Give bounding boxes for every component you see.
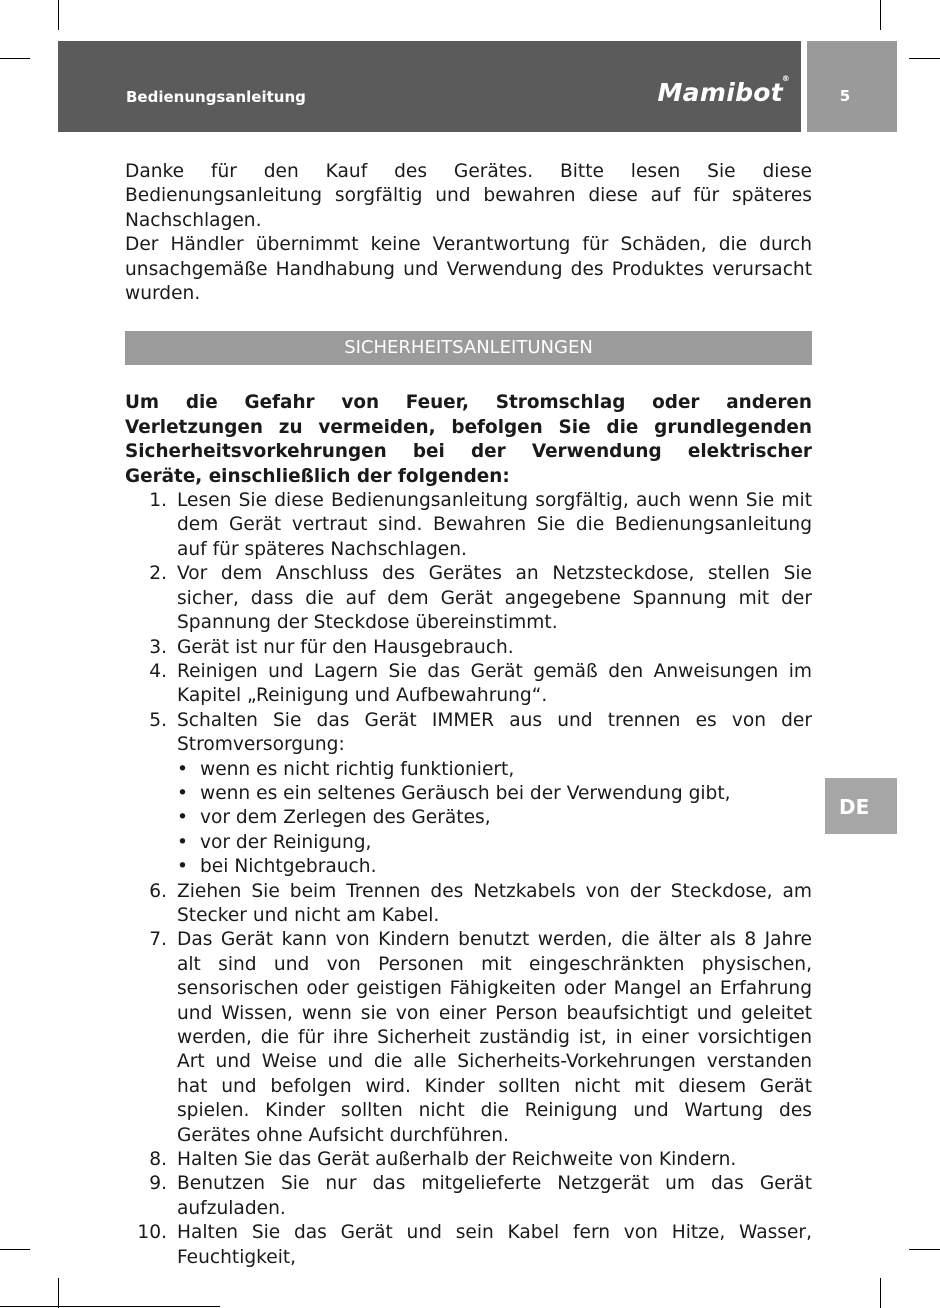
crop-mark	[58, 0, 59, 30]
item-text: Reinigen und Lagern Sie das Gerät gemäß den Anweisungen im Kapitel „Reinigung und Aufbewahrung“.	[177, 660, 812, 707]
registered-mark: ®	[781, 74, 790, 83]
crop-mark	[0, 1306, 220, 1307]
header-title: Bedienungsanleitung	[126, 88, 306, 106]
page-number: 5	[839, 87, 851, 105]
item-number: 9.	[149, 1173, 167, 1195]
list-item	[125, 880, 812, 929]
crop-mark	[880, 0, 881, 30]
bullet-icon: •	[177, 782, 188, 804]
language-tab	[825, 778, 897, 834]
crop-mark	[909, 1249, 940, 1250]
bullet-icon: •	[177, 831, 188, 853]
item-text: Benutzen Sie nur das mitgelieferte Netzgerät um das Gerät aufzuladen.	[177, 1173, 812, 1219]
sub-list-item	[177, 831, 812, 855]
intro-paragraph: Der Händler übernimmt keine Verantwortung für Schäden, die durch unsachgemäße Handhabung und Verwendung des Produktes verursacht wurden.	[125, 234, 812, 305]
brand-logo	[657, 74, 790, 107]
list-item	[125, 928, 812, 1148]
item-text: Halten Sie das Gerät und sein Kabel fern von Hitze, Wasser, Feuchtigkeit,	[177, 1222, 812, 1268]
item-text: Das Gerät kann von Kindern benutzt werden, die älter als 8 Jahre alt sind und von Personen mit eingeschränkten physischen, sensorischen oder geistigen Fähigkeiten oder Mangel an Erfahrung und Wissen, wenn sie von einer Person beaufsichtigt und geleitet werden, die für ihre Sicherheit zuständig ist, in einer vorsichtigen Art und Weise und die alle Sicherheits-Vorkehrungen verstanden hat und befolgen wird. Kinder sollten nicht mit diesem Gerät spielen. Kinder sollten nicht die Reinigung und Wartung des Gerätes ohne Aufsicht durchführen.	[177, 929, 812, 1146]
bullet-icon: •	[177, 807, 188, 829]
sub-item-text: wenn es ein seltenes Geräusch bei der Verwendung gibt,	[200, 782, 731, 804]
item-text: Halten Sie das Gerät außerhalb der Reichweite von Kindern.	[177, 1149, 737, 1171]
bullet-icon: •	[177, 758, 188, 780]
sub-list-item	[177, 806, 812, 830]
item-number: 3.	[149, 636, 167, 658]
safety-lead: Um die Gefahr von Feuer, Stromschlag oder anderen Verletzungen zu vermeiden, befolgen Sie die grundlegenden Sicherheitsvorkehrungen bei der Verwendung elektrischer Geräte, einschließlich der folgenden:	[125, 392, 812, 487]
crop-mark	[0, 1249, 30, 1250]
item-number: 8.	[149, 1149, 167, 1171]
sub-list-item	[177, 758, 812, 782]
item-number: 4.	[149, 660, 167, 682]
crop-mark	[909, 58, 940, 59]
item-text: Schalten Sie das Gerät IMMER aus und trennen es von der Stromversorgung:	[177, 709, 812, 756]
language-code: DE	[839, 795, 870, 819]
header-bar	[58, 41, 801, 132]
crop-mark	[0, 58, 30, 59]
list-item	[125, 636, 812, 660]
intro-paragraph: Danke für den Kauf des Gerätes. Bitte lesen Sie diese Bedienungsanleitung sorgfältig und bewahren diese auf für späteres Nachschlagen.	[125, 161, 812, 231]
sub-item-text: bei Nichtgebrauch.	[200, 856, 377, 878]
list-item	[125, 1172, 812, 1221]
item-number: 1.	[149, 490, 167, 512]
item-text: Vor dem Anschluss des Gerätes an Netzsteckdose, stellen Sie sicher, dass die auf dem Gerät angegebene Spannung mit der Spannung der Steckdose übereinstimmt.	[177, 563, 812, 634]
list-item	[125, 489, 812, 562]
item-number: 2.	[149, 563, 167, 585]
list-item	[125, 660, 812, 709]
section-heading: SICHERHEITSANLEITUNGEN	[125, 331, 812, 365]
item-number: 5.	[149, 709, 167, 731]
item-text: Ziehen Sie beim Trennen des Netzkabels von der Steckdose, am Stecker und nicht am Kabel.	[177, 880, 812, 926]
safety-list	[125, 489, 812, 1270]
sub-item-text: vor dem Zerlegen des Gerätes,	[200, 807, 491, 829]
item-number: 10.	[137, 1222, 167, 1244]
crop-mark	[58, 1278, 59, 1308]
page-number-tab	[807, 41, 897, 132]
list-item	[125, 562, 812, 635]
sub-item-text: wenn es nicht richtig funktioniert,	[200, 758, 515, 780]
item-text: Gerät ist nur für den Hausgebrauch.	[177, 636, 514, 658]
item-text: Lesen Sie diese Bedienungsanleitung sorgfältig, auch wenn Sie mit dem Gerät vertraut sind. Bewahren Sie die Bedienungsanleitung auf für späteres Nachschlagen.	[177, 490, 812, 560]
brand-name: Mamibot	[657, 78, 783, 107]
bullet-icon: •	[177, 856, 188, 878]
list-item	[125, 1148, 812, 1172]
sub-list-item	[177, 782, 812, 806]
item-number: 6.	[149, 880, 167, 902]
sub-list-item	[177, 855, 812, 879]
list-item	[125, 1221, 812, 1270]
item-number: 7.	[149, 929, 167, 951]
crop-mark	[880, 1278, 881, 1308]
sub-list	[177, 758, 812, 880]
sub-item-text: vor der Reinigung,	[200, 831, 372, 853]
page-content	[125, 160, 812, 1270]
list-item	[125, 709, 812, 880]
intro	[125, 160, 812, 306]
